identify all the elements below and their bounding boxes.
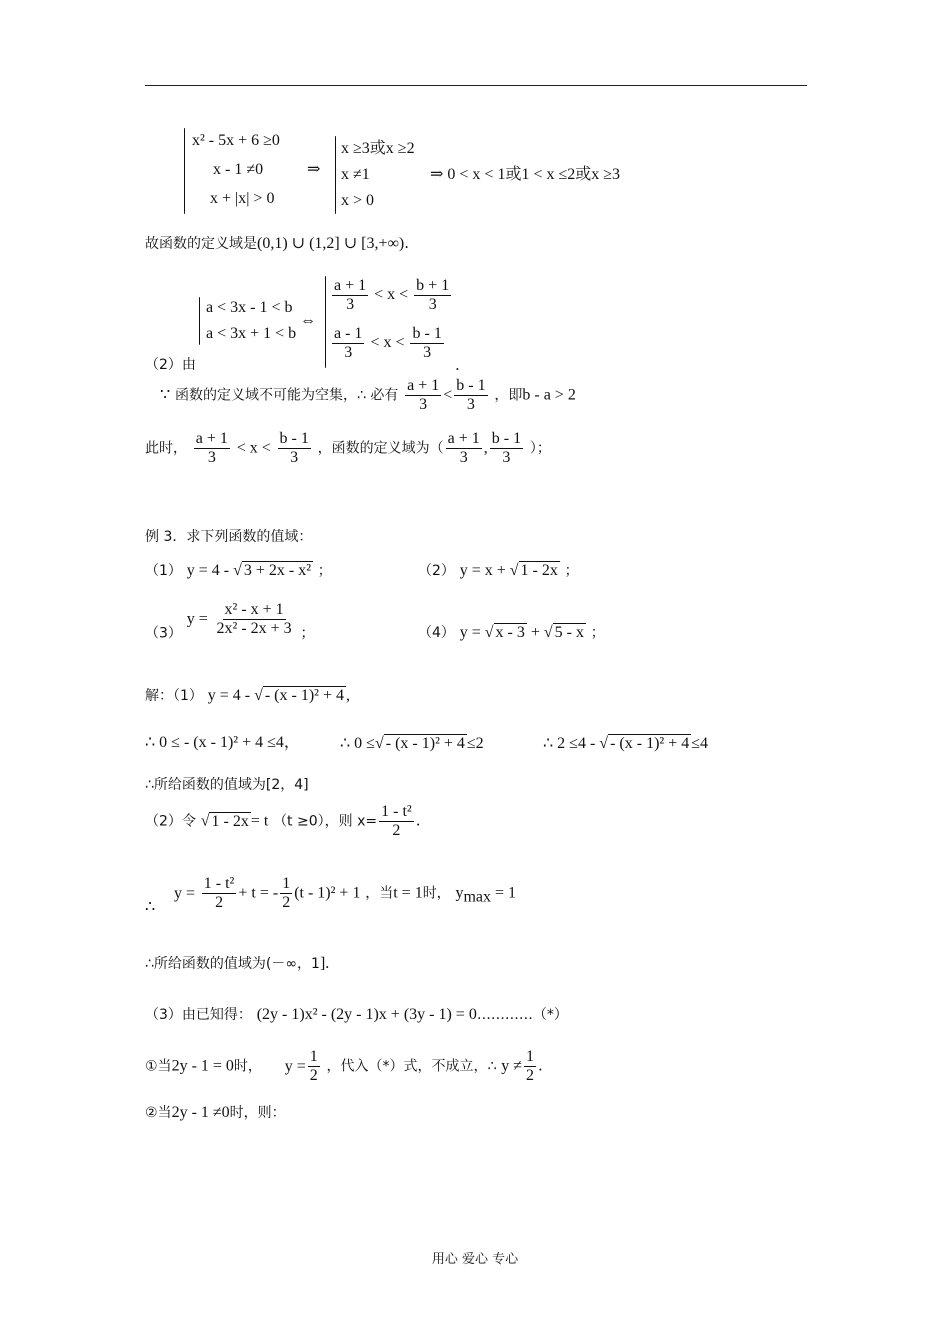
denominator: 3 (466, 396, 475, 413)
sys1-result-3: x > 0 (341, 192, 375, 209)
solution-cond: （t ≥0），则 x= (273, 813, 378, 830)
now-text: ，函数的定义域为（ (317, 440, 444, 457)
fraction (278, 430, 311, 467)
fraction (332, 325, 364, 362)
domain-end: . (404, 234, 409, 252)
radicand: 5 - x (554, 624, 584, 641)
fraction (446, 430, 482, 467)
solution-expr-end: ≤2 (466, 735, 484, 752)
solution-label: （2）令 (145, 813, 196, 830)
problem-1: （1） y = 4 - √ 3 + 2x - x² ； (145, 562, 332, 579)
sys1-line-1: x² - 5x + 6 ≥0 (192, 132, 280, 149)
semicolon: ； (564, 563, 579, 579)
problem-2: （2） y = x + √ 1 - 2x ； (418, 562, 579, 579)
sys2-result-1 (330, 277, 453, 314)
max-subscript: max (463, 888, 492, 906)
numerator: 1 - t² (203, 875, 235, 892)
solution-when: ，当 (365, 885, 394, 902)
denominator: 3 (290, 449, 299, 466)
left-brace (184, 128, 185, 214)
fraction (414, 277, 451, 314)
denominator: 3 (459, 449, 468, 466)
denominator: 2 (215, 894, 224, 911)
solution-label: ①当 (145, 1058, 172, 1075)
sys1-result-1: x ≥3或x ≥2 (341, 140, 415, 157)
page-footer: 用心 爱心 专心 (431, 1252, 519, 1267)
now-label: 此时， (145, 440, 187, 457)
numerator: b - 1 (491, 430, 522, 447)
period: . (538, 1056, 543, 1075)
because-symbol: ∵ (160, 386, 171, 404)
problem-label: （2） (418, 563, 455, 579)
solution-expr: ∴ 0 ≤ (340, 735, 375, 752)
radicand: 1 - 2x (211, 812, 249, 830)
numerator: b - 1 (279, 430, 309, 447)
numerator: b + 1 (416, 277, 450, 294)
solution-5 (145, 875, 516, 917)
sys2-end: . (455, 356, 460, 374)
because-then: ，即 (494, 387, 523, 404)
because-line (160, 377, 576, 414)
numerator: b - 1 (412, 325, 442, 342)
denominator: 3 (423, 344, 432, 361)
fraction (308, 1048, 320, 1085)
denominator: 3 (428, 296, 437, 313)
left-brace (335, 136, 336, 214)
numerator: a + 1 (407, 377, 440, 394)
because-condition: b - a > 2 (522, 386, 576, 404)
fraction (524, 1048, 536, 1085)
radicand: - (x - 1)² + 4 (264, 687, 344, 704)
numerator: a + 1 (195, 430, 228, 447)
numerator: 1 (526, 1048, 534, 1065)
inequality: < x < (236, 439, 271, 457)
fraction (215, 601, 294, 638)
solution-6 (145, 954, 329, 974)
problem-3 (145, 601, 314, 643)
solution-expr: 2y - 1 ≠0 (171, 1104, 230, 1121)
problem-expr: y = 4 - (186, 562, 234, 579)
solution-9 (145, 1102, 286, 1123)
sys1-final: ⇒ 0 < x < 1或1 < x ≤2或x ≥3 (430, 166, 621, 183)
header-rule (145, 85, 807, 86)
part2-label: （2）由 (145, 357, 196, 373)
solution-expr: y = 4 - (207, 687, 255, 704)
numerator: x² - x + 1 (224, 601, 284, 618)
solution-expr: y ≠ (501, 1057, 522, 1075)
denominator: 2 (282, 894, 291, 911)
left-brace (325, 276, 326, 368)
denominator: 2 (392, 822, 401, 839)
semicolon: ； (300, 625, 315, 642)
solution-3: ∴所给函数的值域为[2，4] (145, 777, 309, 793)
solution-8 (145, 1048, 543, 1085)
iff-arrow: ⇔ (300, 312, 316, 329)
denominator: 3 (344, 344, 353, 361)
now-line (145, 430, 551, 467)
solution-text: 时，则： (229, 1105, 286, 1121)
inequality: < x < (370, 334, 405, 352)
fraction (202, 875, 237, 912)
denominator: 2 (309, 1067, 318, 1084)
therefore-symbol: ∴ (145, 898, 156, 916)
now-close: ）； (529, 440, 551, 457)
solution-label: 解：（1） (145, 688, 203, 704)
example-3-title: 例 3．求下列函数的值域： (145, 529, 313, 545)
solution-expr: ∴ 2 ≤4 - (543, 735, 600, 752)
implies-arrow: ⇒ (307, 161, 321, 178)
period: . (415, 811, 421, 830)
numerator: a + 1 (334, 277, 367, 294)
sys1-line-2: x - 1 ≠0 (213, 161, 264, 178)
denominator: 3 (502, 449, 511, 466)
semicolon: ； (317, 563, 332, 579)
fraction (454, 377, 487, 414)
solution-label: ②当 (145, 1105, 172, 1121)
problem-label: （1） (145, 563, 182, 579)
solution-expr: + t = - (238, 884, 279, 902)
problem-label: （4） (418, 625, 455, 641)
radicand: 1 - 2x (520, 562, 558, 579)
domain-line (145, 233, 409, 254)
problem-expr: y = (186, 610, 208, 628)
solution-7 (145, 1004, 568, 1025)
domain-math: (0,1) ∪ (1,2] ∪ [3,+∞) (257, 235, 405, 252)
problem-4: （4） y = √ x - 3 + √ 5 - x ； (418, 624, 605, 641)
denominator: 3 (207, 449, 216, 466)
less-than: < (443, 386, 453, 404)
fraction (194, 430, 230, 467)
solution-text: ，代入（*）式，不成立，∴ (326, 1058, 497, 1075)
radicand: - (x - 1)² + 4 (610, 735, 690, 752)
sys1-line-3: x + |x| > 0 (210, 190, 275, 207)
solution-expr: (2y - 1)x² - (2y - 1)x + (3y - 1) = 0 (256, 1006, 477, 1023)
solution-expr: (t - 1)² + 1 (294, 884, 361, 902)
sys2-line-2: a < 3x + 1 < b (206, 325, 297, 342)
semicolon: ； (590, 625, 605, 641)
radicand: - (x - 1)² + 4 (385, 735, 465, 752)
solution-expr: y = (284, 1057, 306, 1075)
left-brace (199, 297, 200, 345)
fraction (490, 430, 523, 467)
numerator: a - 1 (334, 325, 363, 342)
solution-label: （3）由已知得： (145, 1007, 252, 1023)
sys1-result-2: x ≠1 (341, 166, 370, 183)
fraction (379, 803, 414, 840)
solution-expr-end: ≤4 (691, 735, 708, 752)
solution-expr: 2y - 1 = 0 (171, 1057, 234, 1075)
fraction (332, 277, 368, 314)
solution-2a: ∴ 0 ≤ - (x - 1)² + 4 ≤4， (145, 734, 300, 751)
because-text: 函数的定义域不可能为空集，∴ 必有 (174, 387, 399, 404)
solution-expr: t = 1 (393, 884, 423, 902)
solution-dots: …………（*） (476, 1007, 568, 1023)
fraction (410, 325, 443, 362)
solution-when: 时， (233, 1058, 262, 1075)
radicand: 3 + 2x - x² (243, 562, 311, 579)
numerator: b - 1 (456, 377, 486, 394)
solution-4: （2）令 √ 1 - 2x = t （t ≥0），则 x= $\frac{\text{1 - t²}}{2}$ . (145, 803, 421, 839)
fraction (280, 875, 292, 912)
sys2-line-1: a < 3x - 1 < b (206, 299, 293, 316)
numerator: 1 - t² (381, 803, 412, 820)
plus: + (526, 624, 544, 641)
denominator: 2x² - 2x + 3 (216, 620, 292, 637)
numerator: a + 1 (447, 430, 480, 447)
denominator: 3 (419, 396, 428, 413)
denominator: 2 (526, 1067, 534, 1084)
inequality: < x < (374, 286, 409, 304)
numerator: 1 (309, 1048, 318, 1065)
problem-expr: y = (459, 624, 485, 641)
solution-text: ∴所给函数的值域为(－∞，1 (145, 956, 320, 972)
sys2-result-2 (330, 325, 446, 362)
denominator: 3 (346, 296, 355, 313)
domain-text: 故函数的定义域是 (145, 236, 257, 252)
radicand: x - 3 (495, 624, 525, 641)
solution-when: 时， (422, 885, 451, 902)
y-max: y (455, 884, 464, 902)
problem-expr: y = x + (459, 562, 510, 579)
solution-2b: ∴ 0 ≤√ - (x - 1)² + 4 ≤2 (340, 735, 484, 752)
solution-expr: y = (173, 884, 195, 902)
numerator: 1 (282, 875, 291, 892)
solution-expr: = 1 (491, 884, 517, 902)
solution-2c: ∴ 2 ≤4 - √ - (x - 1)² + 4 ≤4 (543, 735, 708, 752)
comma: , (345, 687, 350, 704)
solution-1: 解：（1） y = 4 - √ - (x - 1)² + 4 , (145, 687, 350, 704)
solution-expr: = t (250, 812, 269, 830)
fraction (405, 377, 441, 414)
solution-end: ]. (319, 955, 330, 972)
comma: , (483, 439, 488, 457)
problem-label: （3） (145, 625, 182, 642)
